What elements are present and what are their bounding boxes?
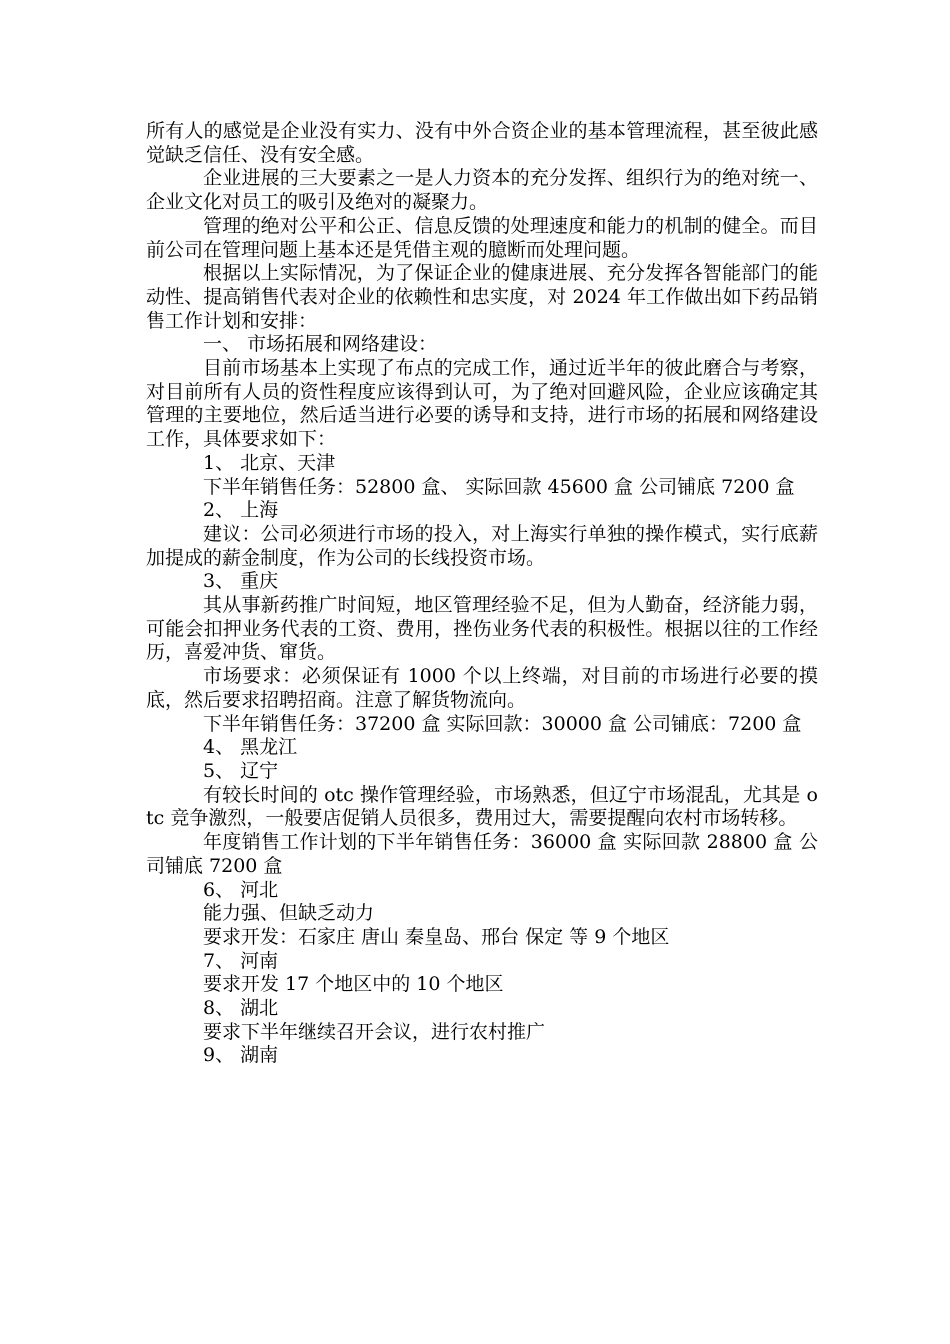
- paragraph-henan-requirement: 要求开发 17 个地区中的 10 个地区: [203, 973, 504, 996]
- document-body: [146, 120, 818, 1068]
- region-heading-chongqing: 3、 重庆: [203, 570, 279, 593]
- paragraph-chongqing-sales-target: 下半年销售任务：37200 盒 实际回款：30000 盒 公司铺底：7200 盒: [203, 712, 802, 735]
- paragraph-plan-intro: 根据以上实际情况，为了保证企业的健康进展、充分发挥各智能部门的能动性、提高销售代表对企业的依赖性和忠实度，对 2024 年工作做出如下药品销售工作计划和安排：: [146, 262, 818, 332]
- paragraph-beijing-sales-target: 下半年销售任务：52800 盒、 实际回款 45600 盒 公司铺底 7200 盒: [203, 475, 795, 498]
- paragraph-hebei-requirement: 要求开发：石家庄 唐山 秦皇岛、邢台 保定 等 9 个地区: [203, 925, 670, 948]
- region-heading-hebei: 6、 河北: [203, 878, 279, 901]
- paragraph-three-elements: 企业进展的三大要素之一是人力资本的充分发挥、组织行为的绝对统一、企业文化对员工的吸引及绝对的凝聚力。: [146, 167, 818, 214]
- paragraph-hubei-requirement: 要求下半年继续召开会议，进行农村推广: [203, 1020, 546, 1043]
- paragraph-chongqing-assessment: 其从事新药推广时间短，地区管理经验不足，但为人勤奋，经济能力弱，可能会扣押业务代表的工资、费用，挫伤业务代表的积极性。根据以往的工作经历，喜爱冲货、窜货。: [146, 594, 818, 664]
- paragraph-company-perception: 所有人的感觉是企业没有实力、没有中外合资企业的基本管理流程，甚至彼此感觉缺乏信任、没有安全感。: [146, 120, 818, 166]
- region-heading-liaoning: 5、 辽宁: [203, 759, 279, 782]
- paragraph-liaoning-assessment: 有较长时间的 otc 操作管理经验，市场熟悉，但辽宁市场混乱，尤其是 otc 竞争激烈，一般要店促销人员很多，费用过大，需要提醒向农村市场转移。: [146, 783, 818, 830]
- region-heading-hubei: 8、 湖北: [203, 997, 279, 1020]
- region-heading-hunan: 9、 湖南: [203, 1044, 279, 1067]
- paragraph-shanghai-suggestion: 建议：公司必须进行市场的投入，对上海实行单独的操作模式，实行底薪加提成的薪金制度，作为公司的长线投资市场。: [146, 522, 818, 569]
- paragraph-hebei-assessment: 能力强、但缺乏动力: [203, 902, 375, 925]
- paragraph-market-status: 目前市场基本上实现了布点的完成工作，通过近半年的彼此磨合与考察，对目前所有人员的资性程度应该得到认可，为了绝对回避风险，企业应该确定其管理的主要地位，然后适当进行必要的诱导和支持，进行市场的拓展和网络建设工作，具体要求如下：: [146, 357, 818, 451]
- region-heading-shanghai: 2、 上海: [203, 499, 279, 522]
- paragraph-chongqing-market-requirement: 市场要求：必须保证有 1000 个以上终端，对目前的市场进行必要的摸底，然后要求招聘招商。注意了解货物流向。: [146, 665, 818, 711]
- paragraph-management-fairness: 管理的绝对公平和公正、信息反馈的处理速度和能力的机制的健全。而目前公司在管理问题上基本还是凭借主观的臆断而处理问题。: [146, 214, 818, 261]
- section-heading-market-expansion: 一、 市场拓展和网络建设：: [203, 333, 438, 356]
- region-heading-henan: 7、 河南: [203, 949, 279, 972]
- region-heading-heilongjiang: 4、 黑龙江: [203, 736, 298, 759]
- region-heading-beijing-tianjin: 1、 北京、天津: [203, 451, 336, 474]
- paragraph-liaoning-sales-target: 年度销售工作计划的下半年销售任务：36000 盒 实际回款 28800 盒 公司铺底 7200 盒: [146, 831, 818, 877]
